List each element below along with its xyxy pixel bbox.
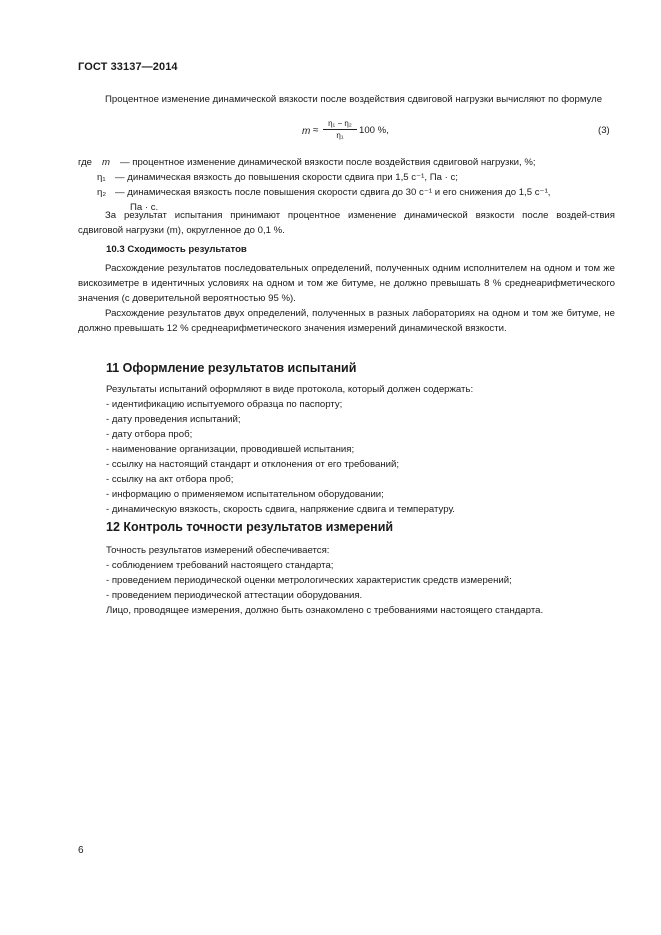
result-paragraph: За результат испытания принимают процентное изменение динамической вязкости после воздей-ствия сдвиговой нагрузки (m), округленное до 0,1 %. xyxy=(78,210,615,236)
definition-symbol: η₁ xyxy=(97,172,106,183)
list-item: - наименование организации, проводившей испытания; xyxy=(106,444,355,455)
section-10-3-paragraph-2: Расхождение результатов двух определений, полученных в разных лабораториях на одном и том же битуме, не должно превышать 12 % среднеарифметического значения измерений динамической вязкости. xyxy=(78,308,615,334)
definitions-lead: где xyxy=(78,157,93,168)
section-11-lead: Результаты испытаний оформляют в виде протокола, который должен содержать: xyxy=(106,384,474,395)
list-item: - динамическую вязкость, скорость сдвига, напряжение сдвига и температуру. xyxy=(106,504,455,515)
section-12-lead: Точность результатов измерений обеспечивается: xyxy=(106,545,330,556)
list-item: - соблюдением требований настоящего стандарта; xyxy=(106,560,334,571)
section-11-list xyxy=(106,382,626,517)
list-item: - ссылку на настоящий стандарт и отклонения от его требований; xyxy=(106,459,400,470)
section-12-list xyxy=(106,543,626,618)
formula-3 xyxy=(0,118,661,148)
definition-text: — процентное изменение динамической вязкости после воздействия сдвиговой нагрузки, %; xyxy=(120,157,536,168)
formula-denominator: η₁ xyxy=(336,131,344,140)
formula-numerator: η₁ − η₂ xyxy=(328,119,352,128)
definition-text: Па · с. xyxy=(130,202,159,213)
definition-text: — динамическая вязкость до повышения скорости сдвига при 1,5 с⁻¹, Па · с; xyxy=(115,172,458,183)
intro-paragraph: Процентное изменение динамической вязкости после воздействия сдвиговой нагрузки вычисляют по формуле xyxy=(105,94,603,105)
section-12-title: 12 Контроль точности результатов измерений xyxy=(106,520,394,534)
formula-fraction xyxy=(322,118,358,141)
definition-row xyxy=(78,185,623,200)
definition-text: — динамическая вязкость после повышения скорости сдвига до 30 с⁻¹ и его снижения до 1,5 с⁻¹, xyxy=(115,187,551,198)
formula-number: (3) xyxy=(598,125,610,136)
definition-row xyxy=(78,170,623,185)
page-number: 6 xyxy=(78,845,84,856)
standard-header: ГОСТ 33137—2014 xyxy=(78,61,178,73)
list-item: - дату отбора проб; xyxy=(106,429,193,440)
section-11-title: 11 Оформление результатов испытаний xyxy=(106,361,357,375)
list-item: - ссылку на акт отбора проб; xyxy=(106,474,234,485)
list-item: - дату проведения испытаний; xyxy=(106,414,241,425)
section-12-closing: Лицо, проводящее измерения, должно быть ознакомлено с требованиями настоящего стандарта. xyxy=(106,605,544,616)
formula-approx-sign: ≈ xyxy=(313,125,319,136)
definition-symbol: m xyxy=(102,157,110,168)
section-10-3-paragraph-1: Расхождение результатов последовательных определений, полученных одним исполнителем на одном и том же вискозиметре в идентичных условиях на одном и том же битуме, не должно превышать 8 % среднеарифметического значения (с доверительной вероятностью 95 %). xyxy=(78,263,615,304)
list-item: - информацию о применяемом испытательном оборудовании; xyxy=(106,489,384,500)
definition-symbol: η₂ xyxy=(97,187,107,198)
list-item: - проведением периодической аттестации оборудования. xyxy=(106,590,363,601)
definitions-list xyxy=(78,155,623,215)
list-item: - проведением периодической оценки метрологических характеристик средств измерений; xyxy=(106,575,512,586)
definition-row xyxy=(78,155,623,170)
formula-lhs: m xyxy=(302,126,311,137)
formula-tail: 100 %, xyxy=(359,125,389,136)
list-item: - идентификацию испытуемого образца по паспорту; xyxy=(106,399,343,410)
section-10-3-title: 10.3 Сходимость результатов xyxy=(106,244,247,255)
